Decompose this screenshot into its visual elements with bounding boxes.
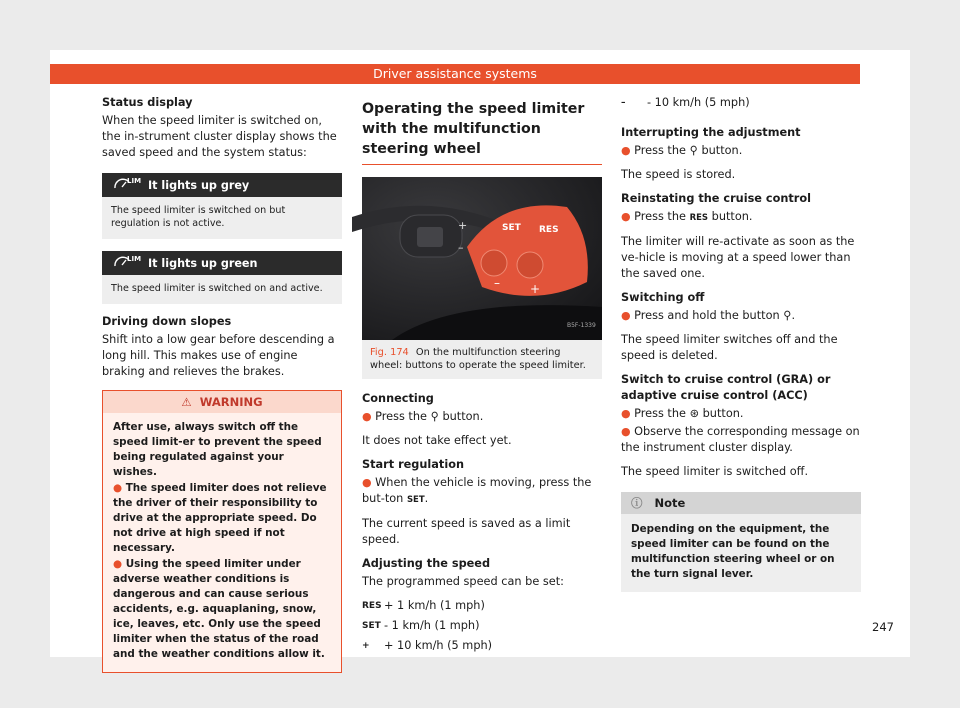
- adjust-heading: Adjusting the speed: [362, 557, 491, 570]
- plus-button-label: +: [530, 282, 541, 296]
- switch-text: The speed limiter is switched off.: [621, 465, 809, 478]
- speed-limiter-icon: [102, 176, 148, 195]
- connecting-bullet: ● Press the ⚲ button.: [362, 410, 484, 423]
- adjust-row: + + 10 km/h (5 mph): [362, 639, 493, 652]
- svg-text:+: +: [458, 219, 468, 232]
- figure-label: Fig. 174: [370, 347, 409, 358]
- connecting-text: It does not take effect yet.: [362, 434, 512, 447]
- reinstate-text: The limiter will re-activate as soon as the ve-hicle is moving at a speed lower than the saved one.: [621, 235, 855, 280]
- adjust-row: SET - 1 km/h (1 mph): [362, 619, 480, 632]
- slopes-heading: Driving down slopes: [102, 315, 232, 328]
- interrupt-bullet: ● Press the ⚲ button.: [621, 144, 743, 157]
- warning-icon: ⚠: [181, 395, 192, 409]
- status-heading: Status display: [102, 96, 193, 109]
- note-body: Depending on the equipment, the speed limiter can be found on the multifunction steering wheel or on the turn signal lever.: [631, 523, 835, 580]
- warning-bullet: ● The speed limiter does not relieve the driver of their responsibility to drive at the appropriate speed. Do not drive at high speed if not necessary.: [113, 482, 327, 554]
- svg-text:–: –: [458, 241, 464, 254]
- note-box: [621, 492, 861, 592]
- reinstate-heading: Reinstating the cruise control: [621, 192, 812, 205]
- svg-text:LIM: LIM: [127, 254, 142, 263]
- minus-button-label: –: [494, 276, 500, 290]
- limiter-button-icon: ⚲: [430, 410, 439, 423]
- switch-bullet: ● Press the ⊛ button.: [621, 407, 744, 420]
- set-button-label: SET: [502, 223, 521, 233]
- adjust-row: – - 10 km/h (5 mph): [621, 96, 750, 109]
- interrupt-text: The speed is stored.: [621, 168, 736, 181]
- off-bullet: ● Press and hold the button ⚲.: [621, 309, 796, 322]
- page-number: 247: [872, 620, 894, 634]
- adjust-intro: The programmed speed can be set:: [362, 575, 564, 588]
- status-label: It lights up green: [148, 256, 258, 270]
- status-desc: The speed limiter is switched on but regulation is not active.: [111, 205, 286, 229]
- info-icon: ⓘ: [631, 496, 643, 510]
- status-intro: When the speed limiter is switched on, the in-strument cluster display shows the saved speed and the system status:: [102, 114, 337, 159]
- start-text: The current speed is saved as a limit speed.: [362, 517, 571, 546]
- steering-wheel-figure: [362, 177, 602, 340]
- svg-text:LIM: LIM: [127, 176, 142, 185]
- status-box-green: [102, 251, 342, 304]
- status-box-grey: [102, 173, 342, 239]
- note-title: Note: [654, 496, 686, 510]
- interrupt-heading: Interrupting the adjustment: [621, 126, 801, 139]
- column-middle: [362, 95, 602, 658]
- res-button-label: RES: [539, 225, 559, 235]
- speed-limiter-icon: [102, 254, 148, 273]
- adjust-row: RES + 1 km/h (1 mph): [362, 599, 485, 612]
- warning-title: WARNING: [199, 395, 263, 409]
- off-heading: Switching off: [621, 291, 705, 304]
- warning-box: [102, 390, 342, 673]
- off-text: The speed limiter switches off and the speed is deleted.: [621, 333, 838, 362]
- column-right: [621, 95, 861, 592]
- warning-bullet: ● Using the speed limiter under adverse weather conditions is dangerous and can cause serious accidents, e.g. aquaplaning, snow, ice, leaves, etc. Only use the speed limiter when the status of the road and the weather conditions allow it.: [113, 558, 325, 660]
- reinstate-bullet: ● Press the RES button.: [621, 210, 753, 223]
- warning-intro: After use, always switch off the speed limit-er to prevent the speed being regulated against your wishes.: [113, 421, 322, 478]
- column-left: [102, 95, 342, 673]
- switch-heading: Switch to cruise control (GRA) or adaptive cruise control (ACC): [621, 373, 831, 402]
- figure-code: B5F-1339: [567, 322, 596, 329]
- limiter-button-icon: ⚲: [783, 309, 792, 322]
- page-header: Driver assistance systems: [50, 64, 860, 84]
- connecting-heading: Connecting: [362, 392, 434, 405]
- section-title: Operating the speed limiter with the multifunction steering wheel: [362, 99, 602, 165]
- slopes-text: Shift into a low gear before descending a long hill. This makes use of engine braking and relieves the brakes.: [102, 333, 335, 378]
- start-heading: Start regulation: [362, 458, 464, 471]
- switch-bullet: ● Observe the corresponding message on the instrument cluster display.: [621, 425, 860, 454]
- status-label: It lights up grey: [148, 178, 250, 192]
- figure-caption: Fig. 174 On the multifunction steering wheel: buttons to operate the speed limiter.: [362, 340, 602, 379]
- status-desc: The speed limiter is switched on and active.: [111, 283, 323, 294]
- start-bullet: ● When the vehicle is moving, press the but-ton SET.: [362, 476, 592, 505]
- cruise-control-icon: ⊛: [689, 407, 700, 420]
- limiter-button-icon: ⚲: [689, 144, 698, 157]
